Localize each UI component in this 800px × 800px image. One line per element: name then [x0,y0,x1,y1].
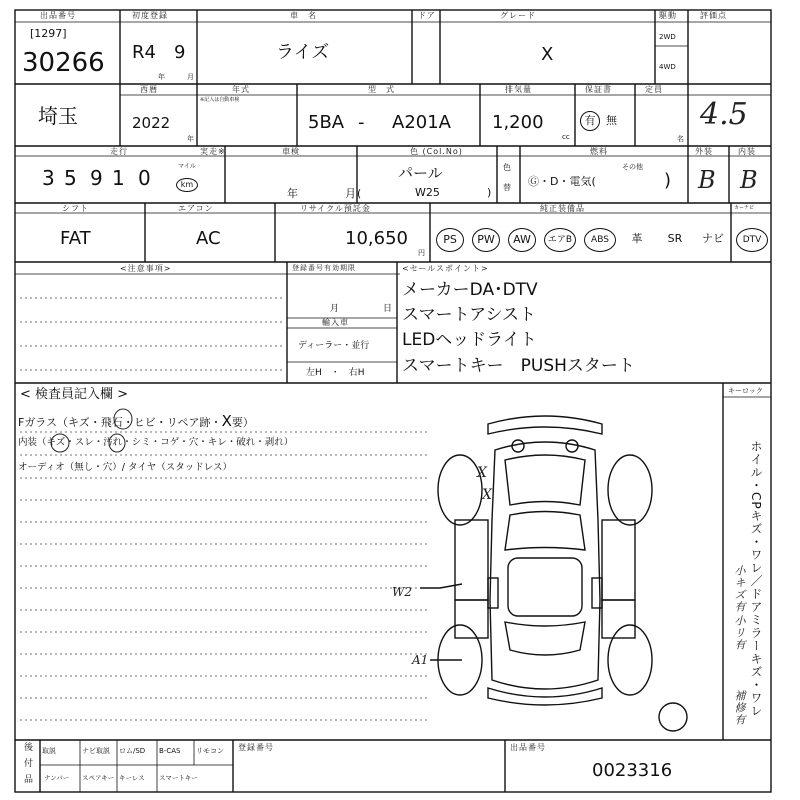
header-interior: 内装 [738,147,756,156]
header-grade: グレード [500,11,536,20]
header-inspection: 車検 [282,147,300,156]
diagram-mark-x1: X [477,465,487,481]
header-displacement: 排気量 [505,85,532,94]
mileage-digits [42,168,160,188]
side-note-sub2: 小リ有 [733,615,746,651]
color-change-1: 色 [503,163,511,172]
header-mileage: 走行 [110,147,128,156]
sales-point-1: メーカーDA･DTV [402,280,538,300]
sales-point-3: LEDヘッドライト [402,330,537,350]
inspection-month-unit: 月 [345,187,356,200]
after-item: ナンバー [44,774,70,782]
after-item: キーレス [119,774,145,782]
first-reg-month: 9 [174,42,186,63]
model-prefix: 5BA [308,112,345,133]
fuel-other: その他 [622,163,643,171]
model-year-value: 2022 [132,114,171,132]
side-note-main: ホイル・CPキズ・ワレ／ドアミラーキズ・ワレ [749,440,763,718]
exhibit-number: 0023316 [592,760,673,781]
header-model-year-note: ※記入は自動車検 [200,97,240,103]
reg-expiry-day: 日 [383,304,393,314]
header-notes: <注意事項> [120,264,172,273]
lot-number: 30266 [22,48,105,78]
side-note-sub3: 補修有 [733,690,746,726]
glass-x: X [221,412,232,430]
color-code: W25 [415,186,440,199]
header-drive: 駆動 [659,11,677,20]
sales-point-2: スマートアシスト [402,305,536,325]
color-name: パール [398,164,443,182]
after-item: ロム/SD [119,747,146,755]
sales-point-4: スマートキー PUSHスタート [402,356,635,376]
header-equipment: 純正装備品 [540,204,585,213]
header-color: 色 (Col.No) [410,147,463,156]
fuel-options: Ⓖ・D・電気( [528,175,596,188]
exterior-grade: B [698,166,716,194]
fuel-close-paren: ) [664,170,672,191]
glass-text: Fガラス（キズ・飛石・ヒビ・リペア跡・ [18,416,222,429]
mileage-digit: 0 [138,166,151,190]
equipment-item: PS [436,228,464,252]
first-reg-month-unit: 月 [187,73,194,81]
inspector-title: < 検査員記入欄 > [20,387,129,402]
header-shift: シフト [62,204,89,213]
model-dash: - [358,112,365,133]
score-handwritten: 4.5 [700,97,748,132]
equipment-item: AW [508,228,536,252]
equipment-item: DTV [736,228,768,252]
lot-bracket: [1297] [30,27,67,40]
mileage-unit-mile: マイル [178,163,196,170]
equipment-item: SR [667,232,683,245]
drive-2wd: 2WD [659,33,676,41]
inspector-interior-line: 内装（キズ・スレ・汚れ・シミ・コゲ・穴・キレ・破れ・剥れ） [18,437,294,448]
after-item: リモコン [196,747,224,755]
equipment-item: ナビ [702,232,724,245]
interior-grade: B [740,166,758,194]
inspection-open-paren: ( [357,187,362,200]
header-exhibit-no: 出品番号 [510,743,546,752]
after-item: B-CAS [159,747,181,755]
header-sales-points: <セールスポイント> [402,264,489,273]
header-type: 型 式 [368,85,395,94]
after-item: スペアキー [82,774,115,782]
header-model-year: 年式 [232,85,250,94]
inspector-glass-line [18,414,254,429]
inspector-audio-line: オーディオ（無し・穴）/ タイヤ（スタッドレス） [18,462,232,473]
mileage-digit: 5 [64,166,77,190]
diagram-mark-x2: X [482,487,492,503]
color-close-paren: ) [487,186,492,199]
mileage-unit-km: km [176,178,198,192]
header-import: 輸入車 [322,318,349,327]
header-aircon: エアコン [178,204,214,213]
drive-4wd: 4WD [659,63,676,71]
capacity-unit: 名 [677,135,684,143]
reg-expiry-month: 月 [330,304,340,314]
mileage-digit: 1 [112,166,125,190]
header-warranty: 保証書 [585,85,612,94]
diagram-mark-w2: W2 [392,585,412,599]
after-item: ナビ取説 [82,747,110,755]
recycle-value: 10,650 [345,228,408,249]
model-year-unit: 年 [187,135,194,143]
header-keylock: キーロック [728,387,763,395]
aircon-value: AC [196,228,221,249]
grade-value: X [541,44,554,65]
import-dealer-parallel: ディーラー・並行 [298,341,370,351]
header-capacity: 定員 [645,85,663,94]
after-label-2: 付 [24,759,34,769]
recycle-unit: 円 [418,249,425,257]
mileage-digit: 3 [42,166,55,190]
side-note-sub1: 小キズ有 [733,565,746,613]
header-exterior: 外装 [695,147,713,156]
header-fuel: 燃料 [590,147,608,156]
header-km-note: 実走※ [200,147,226,156]
first-reg-era: R4 [132,42,156,63]
header-reg-expiry: 登録番号有効期限 [292,264,356,272]
equipment-item: ABS [584,228,616,252]
warranty-yes: 有 [580,111,600,131]
header-score: 評価点 [700,11,727,20]
displacement-unit: cc [562,133,570,141]
inspection-year-unit: 年 [287,187,298,200]
import-handle: 左H ・ 右H [306,368,365,378]
header-year: 西暦 [140,85,158,94]
header-navi: カーナビ [734,205,755,211]
after-label-1: 後 [24,743,34,753]
diagram-mark-a1: A1 [412,653,429,667]
mileage-digit: 9 [90,166,103,190]
color-change-2: 替 [503,183,511,192]
header-recycle: リサイクル預託金 [300,204,371,213]
first-reg-year-unit: 年 [158,73,165,81]
after-item: スマートキー [159,774,198,782]
equipment-item: 革 [631,232,643,245]
header-lot-no: 出品番号 [40,11,76,20]
warranty-no: 無 [606,114,617,127]
header-door: ドア [418,11,436,20]
after-item: 取説 [42,747,56,755]
equipment-item: エアB [544,228,576,252]
header-reg-no: 登録番号 [238,743,274,752]
header-first-reg: 初度登録 [132,11,168,20]
car-name: ライズ [276,42,330,63]
shift-value: FAT [60,228,91,249]
header-car-name: 車 名 [290,11,317,20]
after-label-3: 品 [24,775,34,785]
displacement-value: 1,200 [492,112,544,133]
model-code: A201A [392,112,451,133]
glass-required: 要） [231,416,254,429]
equipment-item: PW [472,228,500,252]
region-value: 埼玉 [38,104,78,128]
